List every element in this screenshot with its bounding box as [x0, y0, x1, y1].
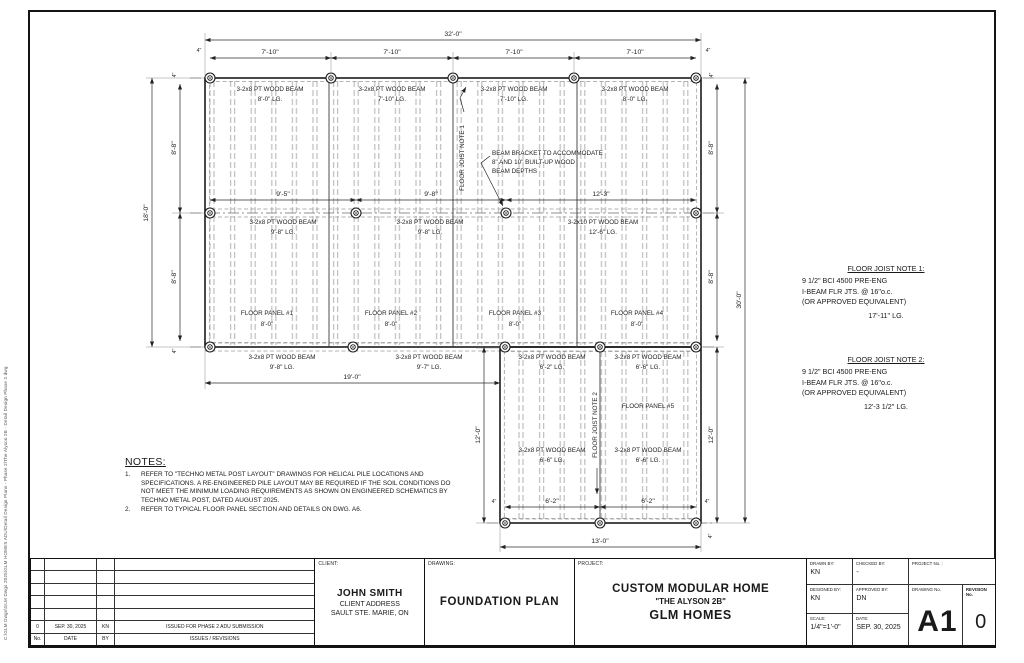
- designed-by-label: DESIGNED BY:: [809, 586, 841, 592]
- beam-length: 9'-8" LG.: [269, 364, 295, 371]
- checked-by-label: CHECKED BY:: [855, 560, 886, 566]
- approved-by-value: DN: [856, 595, 867, 602]
- beam-label: 3-2x8 PT WOOD BEAM: [614, 354, 682, 361]
- drawing-no-cell: [909, 585, 963, 645]
- beam-length: 9'-7" LG.: [416, 364, 442, 371]
- file-path-vertical-text: C:\GLM Dwgs\GLM Dwgs 2025\GLM HOMES ADU\Detail Design Plans - Phase 2\The Alyson 2B - Detail Design Phase 2.dwg: [3, 366, 8, 640]
- dim-top-total: 32'-0": [444, 31, 462, 38]
- project-label: PROJECT:: [577, 561, 604, 567]
- note-line: 9 1/2" BCI 4500 PRE-ENG: [802, 366, 888, 376]
- dim-mid-3: 12'-3": [592, 191, 610, 198]
- dim-bay-4: 7'-10": [626, 49, 644, 56]
- approved-by-cell: [853, 585, 909, 614]
- scale-label: SCALE:: [809, 615, 826, 621]
- revision-no-value: 0: [975, 611, 987, 633]
- drawn-by-cell: [807, 559, 853, 585]
- revision-no-cell: [963, 585, 995, 645]
- dim-left-seg-1: 8'-8": [171, 141, 178, 155]
- dim-mid-1: 9'-5": [276, 191, 290, 198]
- client-label: CLIENT:: [318, 561, 339, 567]
- beam-label: 3-2x8 PT WOOD BEAM: [601, 86, 669, 93]
- beam-label: 3-2x8 PT WOOD BEAM: [518, 354, 586, 361]
- revision-empty-row: [31, 584, 314, 596]
- floor-joist-note-2: [802, 355, 970, 413]
- dim-bay-3: 7'-10": [505, 49, 523, 56]
- note-text: REFER TO TYPICAL FLOOR PANEL SECTION AND DETAILS ON DWG. A6.: [141, 505, 362, 513]
- beam-label: 3-2x8 PT WOOD BEAM: [396, 219, 464, 226]
- beam-length: 12'-6" LG.: [589, 229, 617, 236]
- dim-ext-total: 13'-0": [591, 538, 609, 545]
- drawing-no-value: A1: [917, 604, 958, 638]
- project-no-cell: [909, 559, 995, 585]
- note-text: REFER TO "TECHNO METAL POST LAYOUT" DRAWINGS FOR HELICAL PILE LOCATIONS AND SPECIFICATIONS. A RE-ENGINEERED PILE LAYOUT MAY BE REQUIRED IF THE SOIL CONDITIONS DO NOT MEET THE MINIMUM LOADING REQUIREMENTS AS SHOWN ON ENGINEERED SCHEMATICS BY TECHNO METAL POST, DATED AUGUST 2025.: [141, 471, 451, 505]
- dim-offset-ext-corner: 4": [708, 533, 714, 539]
- dim-offset-top-left: 4": [196, 48, 202, 54]
- drawn-by-label: DRAWN BY:: [809, 560, 835, 566]
- client-name: JOHN SMITH: [336, 587, 403, 599]
- drawn-by-value: KN: [810, 569, 821, 576]
- dim-offset-ext-right: 4": [704, 499, 710, 505]
- revision-desc: ISSUED FOR PHASE 2 ADU SUBMISSION: [165, 623, 264, 630]
- checked-by-value: -: [856, 569, 859, 576]
- beam-label: 3-2x8 PT WOOD BEAM: [395, 354, 463, 361]
- panel-label: FLOOR PANEL #4: [610, 310, 664, 317]
- beam-length: 8'-0" LG.: [257, 96, 283, 103]
- beam-label: 3-2x8 PT WOOD BEAM: [249, 219, 317, 226]
- beam-label: 3-2x8 PT WOOD BEAM: [480, 86, 548, 93]
- note-length: 12'-3 1/2" LG.: [864, 402, 908, 412]
- scale-cell: [807, 614, 853, 645]
- date-label: DATE:: [855, 615, 869, 621]
- svg-text:8" AND 10" BUILT-UP WOOD: 8" AND 10" BUILT-UP WOOD: [492, 159, 575, 166]
- project-company: GLM HOMES: [649, 607, 732, 622]
- beam-label: 3-2x8 PT WOOD BEAM: [236, 86, 304, 93]
- revision-no-label: REVISION No.: [965, 586, 987, 597]
- floor-joist-note-1-title: FLOOR JOIST NOTE 1:: [847, 264, 925, 273]
- panel-label: FLOOR PANEL #3: [488, 310, 542, 317]
- joist-note-tag-2: FLOOR JOIST NOTE 2: [592, 392, 599, 458]
- revisions-table: [31, 559, 315, 645]
- panel-label: FLOOR PANEL #1: [240, 310, 294, 317]
- beam-length: 6'-6" LG.: [635, 364, 661, 371]
- revision-empty-row: [31, 596, 314, 608]
- dim-bottom-left: 19'-0": [343, 374, 361, 381]
- note-length: 17'-11" LG.: [868, 311, 904, 321]
- revision-empty-row: [31, 559, 314, 571]
- client-section: [315, 559, 425, 645]
- note-line: I-BEAM FLR JTS. @ 16"o.c.: [802, 377, 893, 387]
- dim-offset-left-top: 4": [172, 72, 178, 78]
- dim-ext-span-2: 6'-2": [641, 498, 655, 505]
- svg-text:BEAM BRACKET TO ACCOMMODATE: BEAM BRACKET TO ACCOMMODATE: [492, 150, 603, 157]
- date-cell: [853, 614, 909, 645]
- panel-width: 8'-0": [260, 321, 274, 328]
- dim-offset-right-top: 4": [709, 72, 715, 78]
- beam-label: 3-2x8 PT WOOD BEAM: [358, 86, 426, 93]
- revision-header-row: [31, 634, 314, 645]
- approved-by-label: APPROVED BY:: [855, 586, 889, 592]
- project-section: [575, 559, 808, 645]
- dim-right-total: 30'-0": [736, 291, 743, 309]
- client-address-2: SAULT STE. MARIE, ON: [330, 609, 409, 617]
- revision-header-no: No.: [31, 634, 45, 645]
- drawing-title: FOUNDATION PLAN: [439, 596, 560, 608]
- beam-label: 3-2x8 PT WOOD BEAM: [248, 354, 316, 361]
- panel-width: 8'-0": [508, 321, 522, 328]
- floor-joist-note-2-title: FLOOR JOIST NOTE 2:: [847, 355, 925, 364]
- panel-width: 8'-0": [384, 321, 398, 328]
- dim-offset-left-bottom: 4": [172, 348, 178, 354]
- beam-length: 8'-0" LG.: [622, 96, 648, 103]
- project-no-label: PROJECT No. :: [911, 560, 943, 566]
- beam-length: 6'-2" LG.: [539, 364, 565, 371]
- dim-bay-1: 7'-10": [261, 49, 279, 56]
- designed-by-value: KN: [810, 595, 821, 602]
- dim-offset-top-right: 4": [705, 48, 711, 54]
- scale-value: 1/4"=1'-0": [810, 624, 841, 631]
- dim-ext-height-right: 12'-0": [708, 426, 715, 444]
- revision-header-by: BY: [97, 634, 115, 645]
- dim-right-seg-1: 8'-8": [708, 141, 715, 155]
- beam-length: 9'-8" LG.: [270, 229, 296, 236]
- project-model: "THE ALYSON 2B": [655, 596, 726, 606]
- beam-label: 3-2x8 PT WOOD BEAM: [614, 447, 682, 454]
- beam-length: 9'-8" LG.: [417, 229, 443, 236]
- beam-length: 6'-6" LG.: [635, 457, 661, 464]
- dim-bay-2: 7'-10": [383, 49, 401, 56]
- project-name: CUSTOM MODULAR HOME: [612, 582, 770, 595]
- note-line: (OR APPROVED EQUIVALENT): [802, 388, 907, 398]
- notes-heading: NOTES:: [125, 456, 166, 468]
- beam-length: 7'-10" LG.: [378, 96, 406, 103]
- beam-label: 3-2x8 PT WOOD BEAM: [518, 447, 586, 454]
- note-line: (OR APPROVED EQUIVALENT): [802, 297, 907, 307]
- svg-text:BEAM DEPTHS: BEAM DEPTHS: [492, 168, 538, 175]
- dim-left-total: 18'-0": [143, 204, 150, 222]
- note-number: 2.: [125, 505, 131, 513]
- date-value: SEP. 30, 2025: [856, 624, 901, 631]
- beam-label: 3-2x10 PT WOOD BEAM: [567, 219, 639, 226]
- revision-empty-row: [31, 609, 314, 621]
- beam-length: 6'-6" LG.: [539, 457, 565, 464]
- revision-by: KN: [97, 621, 115, 632]
- dim-ext-height-left: 12'-0": [475, 426, 482, 444]
- dim-ext-span-1: 6'-2": [545, 498, 559, 505]
- drawing-label: DRAWING:: [428, 561, 456, 567]
- revision-header-date: DATE: [45, 634, 97, 645]
- dim-mid-2: 9'-8": [424, 191, 438, 198]
- general-notes: [125, 455, 455, 514]
- joist-note-tag-1: FLOOR JOIST NOTE 1: [459, 125, 466, 191]
- revision-empty-row: [31, 571, 314, 583]
- panel-label: FLOOR PANEL #5: [621, 403, 675, 410]
- designed-by-cell: [807, 585, 853, 614]
- beam-length: 7'-10" LG.: [500, 96, 528, 103]
- revision-no: 0: [31, 621, 45, 632]
- panel-width: 8'-0": [630, 321, 644, 328]
- floor-joist-note-1: [802, 264, 970, 322]
- revision-row: [31, 621, 314, 633]
- dim-right-seg-2: 8'-8": [708, 270, 715, 284]
- revision-date: SEP. 30, 2025: [45, 621, 97, 632]
- checked-by-cell: [853, 559, 909, 585]
- drawing-section: [425, 559, 575, 645]
- dim-offset-ext-left: 4": [491, 499, 497, 505]
- dim-left-seg-2: 8'-8": [171, 270, 178, 284]
- note-line: 9 1/2" BCI 4500 PRE-ENG: [802, 275, 888, 285]
- note-number: 1.: [125, 471, 131, 479]
- revision-header-desc: ISSUES / REVISIONS: [189, 636, 240, 643]
- drawing-no-label: DRAWING No.: [911, 586, 941, 592]
- title-info-grid: [807, 559, 995, 645]
- client-address-1: CLIENT ADDRESS: [339, 600, 400, 608]
- title-block: [30, 558, 996, 646]
- note-line: I-BEAM FLR JTS. @ 16"o.c.: [802, 286, 893, 296]
- panel-label: FLOOR PANEL #2: [364, 310, 418, 317]
